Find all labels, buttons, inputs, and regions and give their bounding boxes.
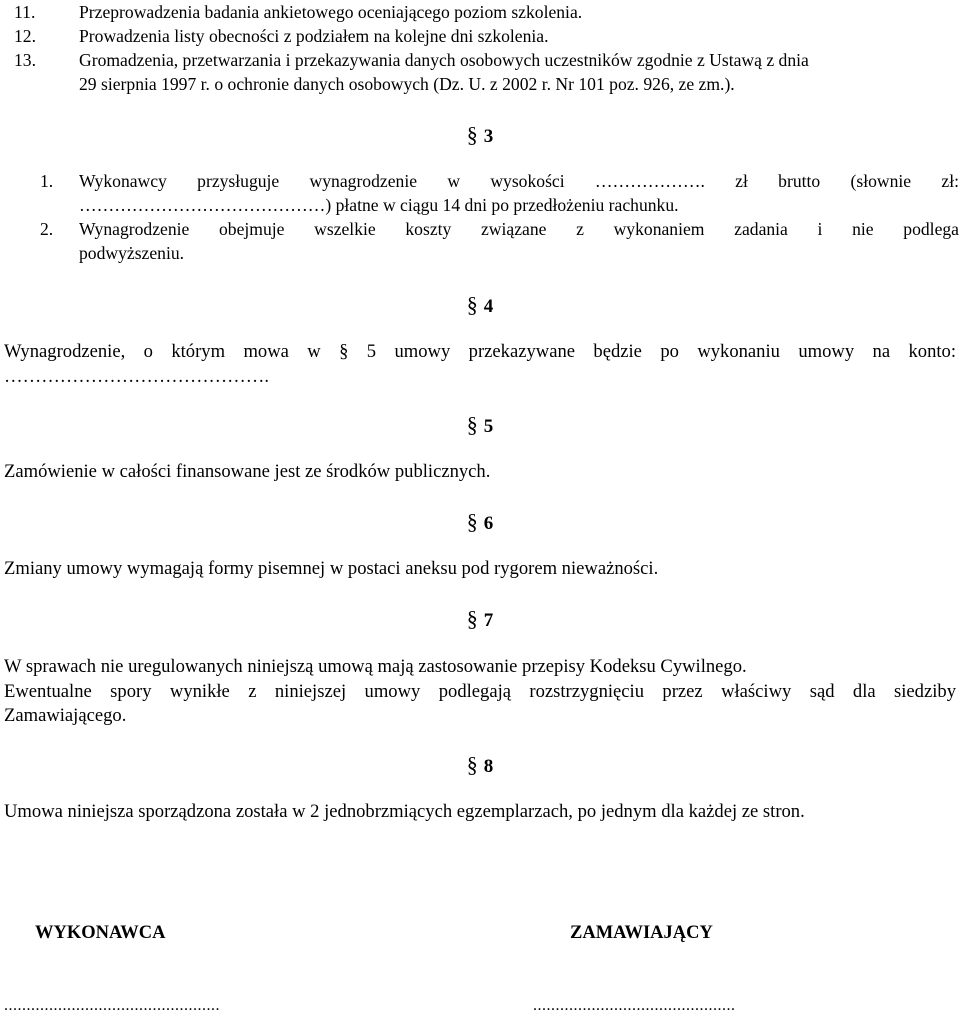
- list-number: 12.: [14, 26, 36, 46]
- section-symbol: §: [466, 412, 478, 437]
- section-number: 3: [483, 126, 494, 147]
- section-heading-3: [0, 122, 960, 148]
- sec3-paragraph-1-line-1: Wykonawcy przysługuje wynagrodzenie w wysokości ………………. zł brutto (słownie zł:: [79, 171, 959, 191]
- list-item-13: [0, 50, 809, 71]
- section-number: 5: [483, 416, 494, 437]
- sec3-paragraph-2-line-2: podwyższeniu.: [79, 243, 185, 263]
- list-text: Gromadzenia, przetwarzania i przekazywania danych osobowych uczestników zgodnie z Ustawą z dnia: [79, 50, 809, 70]
- sec4-line-1: Wynagrodzenie, o którym mowa w § 5 umowy przekazywane będzie po wykonaniu umowy na konto:: [4, 341, 956, 362]
- paragraph-number: 2.: [40, 219, 54, 239]
- section-heading-5: [0, 412, 960, 438]
- list-number: 13.: [14, 50, 36, 70]
- section-heading-8: [0, 752, 960, 778]
- sec6-text: Zmiany umowy wymagają formy pisemnej w postaci aneksu pod rygorem nieważności.: [4, 558, 659, 579]
- list-item-11: [0, 2, 582, 23]
- list-item-12: [0, 26, 549, 47]
- signature-line-contractor: ................................................: [4, 997, 220, 1014]
- list-item-13-continuation: 29 sierpnia 1997 r. o ochronie danych osobowych (Dz. U. z 2002 r. Nr 101 poz. 926, ze zm.).: [79, 74, 735, 94]
- section-heading-7: [0, 606, 960, 632]
- section-heading-4: [0, 292, 960, 318]
- sec7-line-1: W sprawach nie uregulowanych niniejszą umową mają zastosowanie przepisy Kodeksu Cywilnego.: [4, 656, 747, 677]
- list-text: Prowadzenia listy obecności z podziałem na kolejne dni szkolenia.: [79, 26, 549, 46]
- signature-line-ordering-party: .............................................: [533, 997, 736, 1014]
- signature-label-contractor: WYKONAWCA: [35, 923, 166, 943]
- list-number: 11.: [14, 2, 36, 22]
- sec4-line-2: …………………………………….: [4, 366, 269, 387]
- section-number: 4: [483, 296, 494, 317]
- section-number: 6: [483, 513, 494, 534]
- list-text: Przeprowadzenia badania ankietowego oceniającego poziom szkolenia.: [79, 2, 583, 22]
- section-symbol: §: [466, 752, 478, 777]
- section-symbol: §: [466, 292, 478, 317]
- section-symbol: §: [466, 606, 478, 631]
- section-symbol: §: [466, 509, 478, 534]
- section-symbol: §: [466, 122, 478, 147]
- paragraph-number: 1.: [40, 171, 54, 191]
- sec7-line-2: Ewentualne spory wynikłe z niniejszej umowy podlegają rozstrzygnięciu przez właściwy sąd dla siedziby: [4, 681, 956, 702]
- sec3-paragraph-2-line-1: Wynagrodzenie obejmuje wszelkie koszty związane z wykonaniem zadania i nie podlega: [79, 219, 959, 239]
- sec8-text: Umowa niniejsza sporządzona została w 2 jednobrzmiących egzemplarzach, po jednym dla każdej ze stron.: [4, 801, 805, 822]
- sec3-paragraph-1-line-2: ……………………………………) płatne w ciągu 14 dni po przedłożeniu rachunku.: [79, 195, 679, 215]
- section-number: 7: [483, 610, 494, 631]
- sec5-text: Zamówienie w całości finansowane jest ze środków publicznych.: [4, 461, 491, 482]
- signature-label-ordering-party: ZAMAWIAJĄCY: [570, 923, 713, 943]
- section-heading-6: [0, 509, 960, 535]
- section-number: 8: [483, 756, 494, 777]
- sec7-line-3: Zamawiającego.: [4, 705, 127, 726]
